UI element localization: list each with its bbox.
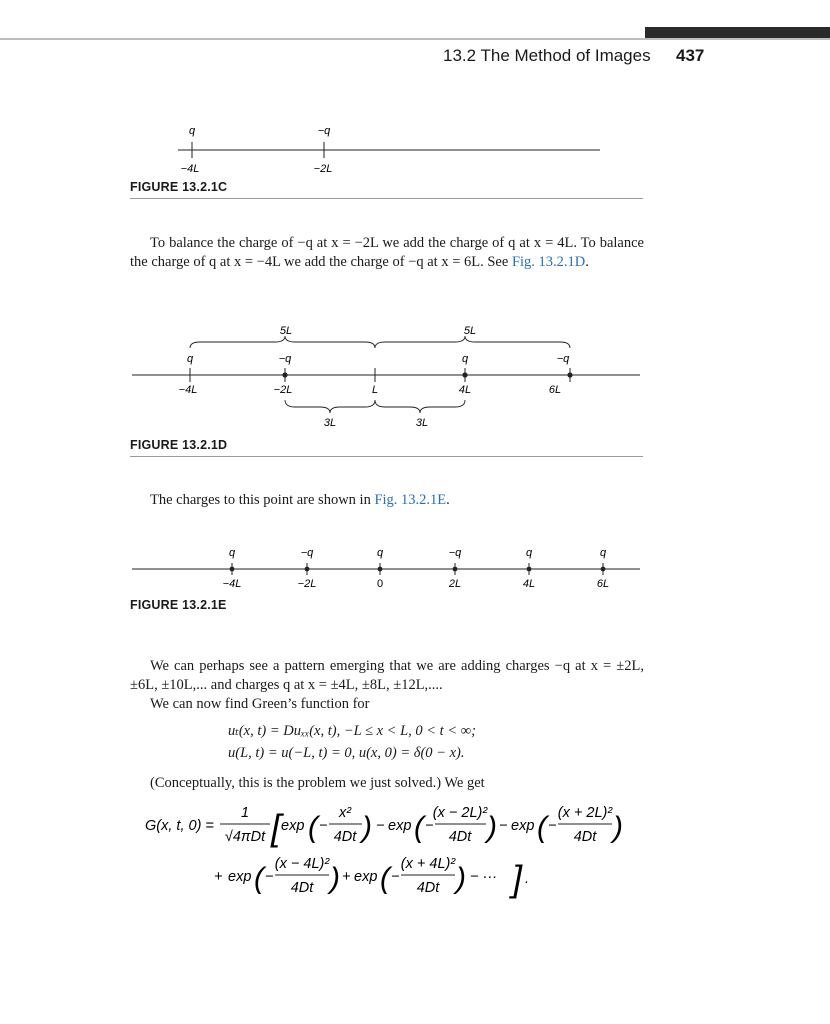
exp-label: exp [388,818,412,834]
position-label: −2L [313,163,333,175]
term-denominator: 4Dt [573,829,597,845]
paren: ) [362,811,372,844]
charge-dot [462,372,467,377]
period: . [525,871,530,887]
term-denominator: 4Dt [290,880,314,896]
charge-label: q [599,547,607,559]
paragraph: We can now find Green’s function for [150,696,370,712]
minus-sign: − [376,818,385,834]
paragraph [130,491,644,510]
page-number: 437 [676,46,705,65]
paren: ) [487,811,497,844]
figure-rule [130,456,643,457]
position-label: −4L [180,163,200,175]
position-label: 6L [596,578,610,590]
charge-label: q [376,547,384,559]
equation-bc: u(L, t) = u(−L, t) = 0, u(x, 0) = δ(0 − x). [228,745,465,761]
distance-label: 3L [323,417,337,429]
term-denominator: 4Dt [333,829,357,845]
paren: ( [308,811,318,844]
charge-label: q [525,547,533,559]
term-denominator: 4Dt [448,829,472,845]
term-numerator: (x − 2L)² [432,805,488,821]
figure-13-2-1d [130,318,642,433]
figure-caption: FIGURE 13.2.1C [130,180,228,194]
open-bracket: [ [271,807,282,848]
charge-label: −q [448,547,462,559]
charge-dot [567,372,572,377]
plus-sign: + [342,869,351,885]
punct: . [446,492,450,508]
equation-pde: uₜ(x, t) = Duₓₓ(x, t), −L ≤ x < L, 0 < t < ∞; [228,723,476,739]
term-numerator: x² [338,805,352,821]
position-label: 0 [376,578,384,590]
paragraph-text: To balance the charge of −q at x = −2L we add the charge of q at x = 4L. To balance the charge of q at x = −4L we add the charge of −q at x = 6L. See [130,235,644,270]
paren: ( [380,862,390,895]
minus-sign: − [319,818,328,834]
minus-sign: − [391,869,400,885]
running-head: 13.2 The Method of Images [443,46,651,65]
minus-sign: − [548,818,557,834]
minus-sign: − [265,869,274,885]
figure-link[interactable]: Fig. 13.2.1E [374,492,447,508]
brace [375,336,570,348]
brace [285,400,375,413]
formula-lhs: G(x, t, 0) = [145,818,214,834]
distance-label: 5L [279,325,293,337]
figure-caption: FIGURE 13.2.1D [130,438,228,452]
paren: ( [254,862,264,895]
exp-label: exp [228,869,252,885]
paren: ) [330,862,340,895]
paren: ) [613,811,623,844]
position-label: L [371,384,379,396]
prefactor-numerator: 1 [240,805,250,821]
term-numerator: (x + 4L)² [400,856,456,872]
paren: ( [537,811,547,844]
exp-label: exp [354,869,378,885]
paragraph: We can perhaps see a pattern emerging that we are adding charges −q at x = ±2L, ±6L, ±10L,... and charges q at x = ±4L, ±8L, ±12L,.... [130,658,644,693]
charge-label: −q [317,125,331,137]
figure-link[interactable]: Fig. 13.2.1D [511,254,586,270]
greens-function-formula [140,795,660,905]
minus-sign: − [425,818,434,834]
exp-label: exp [281,818,305,834]
position-label: 2L [448,578,462,590]
charge-label: −q [556,353,570,365]
paragraph-text: The charges to this point are shown in [150,492,375,508]
figure-13-2-1c [130,115,610,180]
charge-dot [282,372,287,377]
figure-13-2-1e [130,540,642,595]
paren: ) [456,862,466,895]
paragraph [130,234,644,272]
charge-label: −q [278,353,292,365]
prefactor-denominator: √4πDt [224,829,266,845]
figure-caption: FIGURE 13.2.1E [130,598,227,612]
term-numerator: (x − 4L)² [274,856,330,872]
paragraph: (Conceptually, this is the problem we just solved.) We get [150,775,485,791]
position-label: 4L [458,384,472,396]
position-label: −2L [297,578,317,590]
plus-sign: + [214,869,223,885]
position-label: 6L [548,384,562,396]
position-label: −4L [178,384,198,396]
brace [375,400,465,413]
position-label: −4L [222,578,242,590]
header-rule [0,38,830,40]
position-label: −2L [273,384,293,396]
charge-label: q [228,547,236,559]
close-bracket: ] [512,858,523,899]
charge-label: q [461,353,469,365]
position-label: 4L [522,578,536,590]
charge-label: −q [300,547,314,559]
trailing-terms: − ··· [470,869,497,885]
figure-rule [130,198,643,199]
brace [190,336,375,348]
paren: ( [414,811,424,844]
term-denominator: 4Dt [416,880,440,896]
charge-label: q [186,353,194,365]
distance-label: 5L [463,325,477,337]
charge-label: q [188,125,196,137]
term-numerator: (x + 2L)² [557,805,613,821]
punct: . [585,254,589,270]
minus-sign: − [499,818,508,834]
exp-label: exp [511,818,535,834]
distance-label: 3L [415,417,429,429]
